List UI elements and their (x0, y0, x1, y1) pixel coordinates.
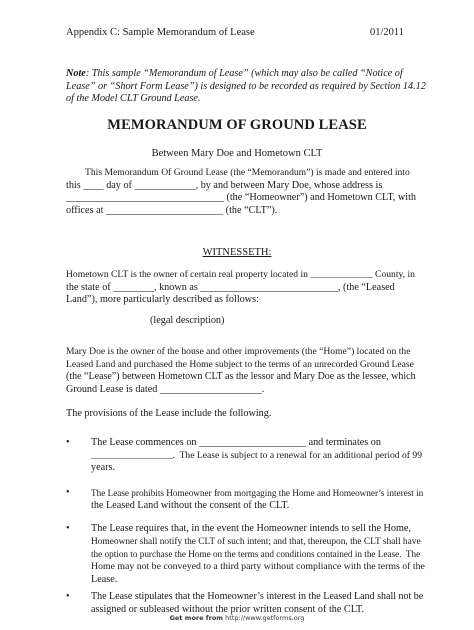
home-paragraph (66, 346, 416, 397)
text-line: Land”), more particularly described as follows: (66, 294, 259, 306)
text-line: this ____ day of ____________, by and between Mary Doe, whose address is (66, 179, 383, 191)
text-line: This Memorandum Of Ground Lease (the “Memorandum”) is made and entered into (66, 167, 410, 178)
text-line: the state of ________, known as ___________________________, (the “Leased (66, 281, 395, 293)
note-paragraph (66, 68, 426, 106)
text-line: Lease. (91, 573, 118, 585)
text-line: The Lease commences on _____________________ and terminates on (91, 437, 381, 448)
witnesseth-heading: WITNESSETH: (202, 247, 272, 258)
text-line: years. (91, 462, 116, 474)
text-line: Hometown CLT is the owner of certain real property located in _____________ County, in (66, 269, 415, 280)
text-line: offices at _______________________ (the “CLT”). (66, 205, 278, 217)
text-line: The Lease stipulates that the Homeowner’s interest in the Leased Land shall not be (91, 591, 424, 602)
provisions-intro: The provisions of the Lease include the following. (66, 408, 272, 419)
text-line: (the “Lease”) between Hometown CLT as the lessor and Mary Doe as the lessee, which (66, 371, 416, 383)
footer-label: Get more from (169, 614, 224, 622)
text-line: The Lease prohibits Homeowner from mortgaging the Home and Homeowner’s interest in (91, 488, 424, 498)
bullet-icon: • (66, 591, 70, 602)
text-line: the option to purchase the Home on the terms and conditions contained in the Lease. The (91, 549, 421, 560)
header-date: 01/2011 (370, 27, 405, 38)
parties-subtitle: Between Mary Doe and Hometown CLT (151, 148, 323, 159)
intro-paragraph (66, 167, 416, 218)
bullet-icon: • (66, 437, 70, 448)
text-line: The Lease requires that, in the event the Homeowner intends to sell the Home, (91, 523, 411, 534)
legal-description: (legal description) (150, 315, 225, 326)
property-paragraph (66, 269, 416, 307)
text-line: the Leased Land without the consent of the CLT. (91, 499, 290, 511)
footer-note (0, 614, 474, 622)
header-title: Appendix C: Sample Memorandum of Lease (66, 27, 255, 38)
note-text: : This sample “Memorandum of Lease” (which may also be called “Notice of Lease” or “Short Form Lease”) is designed to be recorded as required by Section 14.12 of the Model CLT Ground Lease. (66, 68, 426, 104)
text-line: _________________. The Lease is subject to a renewal for an additional period of 99 (91, 449, 422, 461)
text-line: assigned or subleased without the prior written consent of the CLT. (91, 603, 365, 615)
note-lead: Note (66, 68, 86, 79)
text-line: Homeowner shall notify the CLT of such intent; and that, thereupon, the CLT shall have (91, 536, 421, 547)
text-line: Mary Doe is the owner of the house and other improvements (the “Home”) located on the (66, 346, 411, 357)
footer-link[interactable]: http://www.getforms.org (225, 614, 305, 622)
document-title: MEMORANDUM OF GROUND LEASE (107, 117, 367, 133)
bullet-icon: • (66, 487, 70, 498)
bullet-icon: • (66, 523, 70, 534)
text-line: Ground Lease is dated ____________________. (66, 384, 265, 396)
text-line: Leased Land and purchased the Home subject to the terms of an unrecorded Ground Lease (66, 358, 414, 370)
text-line: _______________________________ (the “Homeowner”) and Hometown CLT, with (66, 192, 417, 204)
text-line: Home may not be conveyed to a third party without compliance with the terms of the (91, 561, 425, 573)
